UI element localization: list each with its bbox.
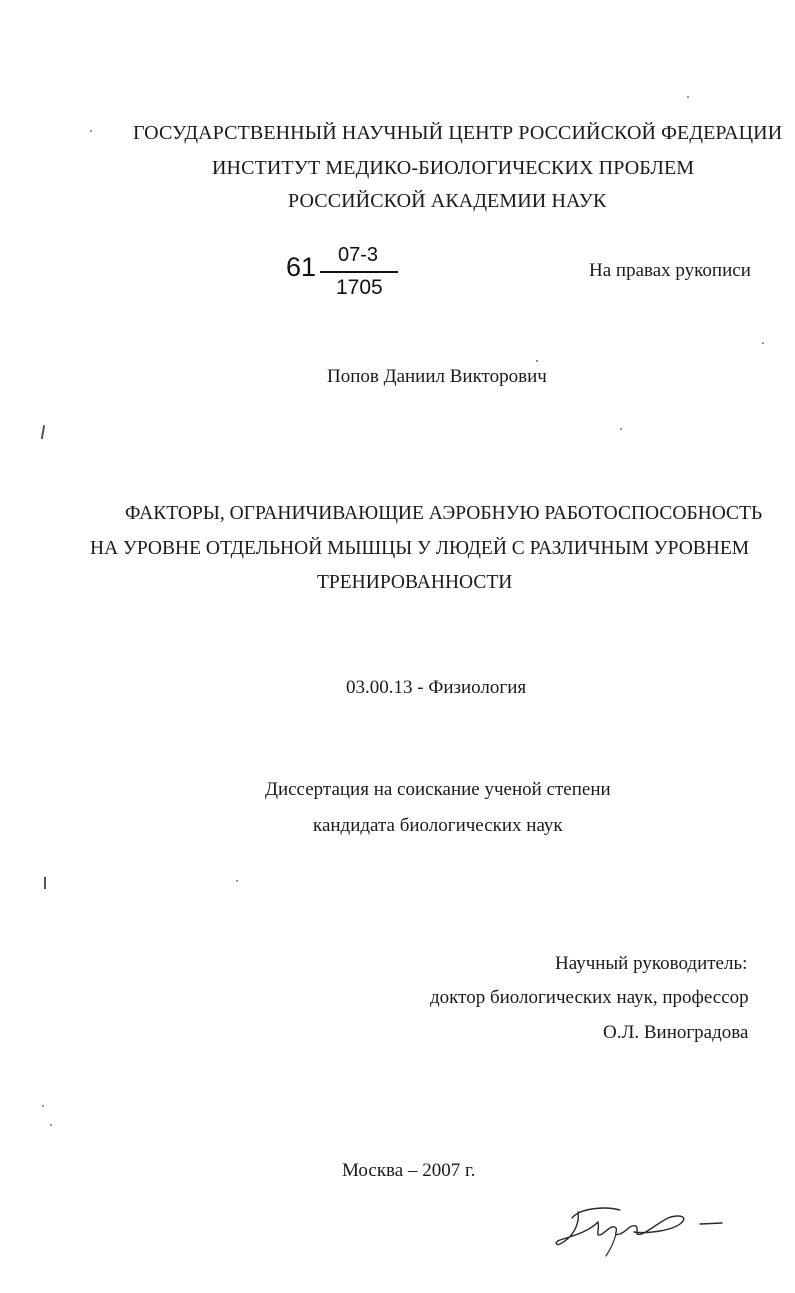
scan-speck: [687, 96, 689, 98]
scan-speck: [762, 342, 764, 344]
institution-line-3: РОССИЙСКОЙ АКАДЕМИИ НАУК: [288, 190, 607, 212]
supervisor-name: О.Л. Виноградова: [603, 1022, 749, 1043]
scan-mark: [44, 877, 46, 889]
author-name: Попов Даниил Викторович: [327, 366, 547, 387]
rights-note: На правах рукописи: [589, 260, 751, 281]
degree-line-2: кандидата биологических наук: [313, 815, 563, 836]
specialty-code: 03.00.13 - Физиология: [346, 677, 527, 698]
library-stamp-number: [286, 244, 406, 304]
institution-line-2: ИНСТИТУТ МЕДИКО-БИОЛОГИЧЕСКИХ ПРОБЛЕМ: [212, 157, 695, 179]
stamp-denominator: 1705: [336, 276, 383, 299]
city-year: Москва – 2007 г.: [342, 1160, 476, 1181]
thesis-title-line-2: НА УРОВНЕ ОТДЕЛЬНОЙ МЫШЦЫ У ЛЮДЕЙ С РАЗЛИЧНЫМ УРОВНЕМ: [90, 538, 750, 559]
scan-speck: [50, 1124, 52, 1126]
supervisor-label: Научный руководитель:: [555, 953, 748, 974]
institution-line-1: ГОСУДАРСТВЕННЫЙ НАУЧНЫЙ ЦЕНТР РОССИЙСКОЙ ФЕДЕРАЦИИ: [133, 122, 783, 144]
scan-speck: [620, 428, 622, 430]
handwritten-signature: [550, 1200, 730, 1260]
stamp-fraction-line: [320, 271, 398, 273]
scan-speck: [236, 880, 238, 882]
supervisor-title: доктор биологических наук, профессор: [430, 987, 749, 1008]
scan-speck: [536, 360, 538, 362]
thesis-title-line-1: ФАКТОРЫ, ОГРАНИЧИВАЮЩИЕ АЭРОБНУЮ РАБОТОСПОСОБНОСТЬ: [125, 503, 763, 524]
thesis-title-line-3: ТРЕНИРОВАННОСТИ: [317, 572, 513, 593]
stamp-prefix: 61: [286, 252, 317, 282]
stamp-numerator: 07-3: [338, 244, 379, 266]
scan-mark: [41, 425, 45, 439]
degree-line-1: Диссертация на соискание ученой степени: [265, 779, 611, 800]
scan-speck: [42, 1105, 44, 1107]
scan-speck: [90, 130, 92, 132]
